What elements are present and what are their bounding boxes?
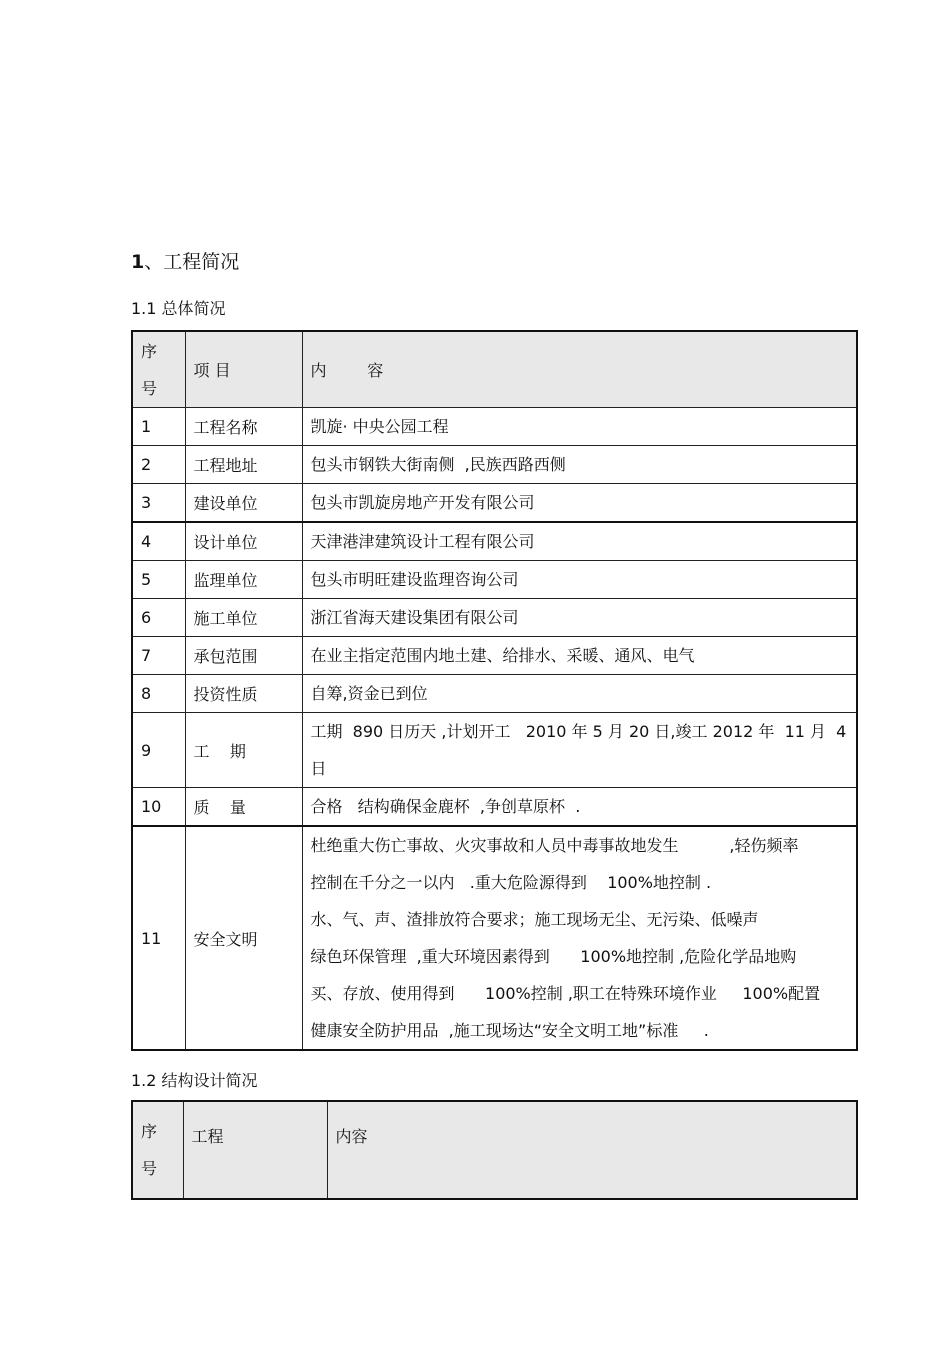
cell-seq: 3 (132, 484, 185, 523)
content-line: 绿色环保管理 ,重大环境因素得到 100%地控制 ,危险化学品地购 (310, 947, 797, 966)
header-item: 项 目 (185, 331, 302, 408)
table-row (132, 599, 857, 637)
content-line: 控制在千分之一以内 .重大危险源得到 100%地控制 . (310, 873, 712, 892)
content-line: 包头市钢铁大街南侧 ,民族西路西侧 (310, 455, 566, 474)
table-row (132, 484, 857, 523)
content-line: 杜绝重大伤亡事故、火灾事故和人员中毒事故地发生 ,轻伤频率 (310, 836, 799, 855)
content-line: 天津港津建筑设计工程有限公司 (310, 532, 535, 551)
content-line: 日 (310, 759, 327, 778)
content-line: 包头市凯旋房地产开发有限公司 (310, 493, 535, 512)
cell-seq: 4 (132, 522, 185, 561)
content-line: 包头市明旺建设监理咨询公司 (310, 570, 519, 589)
subsection-title-overview: 1.1 总体简况 (131, 299, 226, 318)
overview-table (131, 330, 858, 1051)
cell-seq: 6 (132, 599, 185, 637)
cell-item: 建设单位 (185, 484, 302, 523)
cell-content (302, 484, 857, 523)
subsection-title-structure: 1.2 结构设计简况 (131, 1071, 258, 1090)
cell-seq: 11 (132, 826, 185, 1050)
cell-item: 质 量 (185, 788, 302, 827)
table-row (132, 522, 857, 561)
cell-content (302, 637, 857, 675)
cell-content (302, 522, 857, 561)
header-content: 内 容 (302, 331, 857, 408)
structure-table (131, 1100, 858, 1200)
cell-item: 工程名称 (185, 408, 302, 446)
cell-item: 设计单位 (185, 522, 302, 561)
cell-content (302, 675, 857, 713)
table-row (132, 826, 857, 1050)
table-row (132, 408, 857, 446)
cell-item: 监理单位 (185, 561, 302, 599)
cell-seq: 7 (132, 637, 185, 675)
cell-seq: 2 (132, 446, 185, 484)
cell-seq: 9 (132, 713, 185, 788)
content-line: 凯旋· 中央公园工程 (310, 417, 449, 436)
content-line: 浙江省海天建设集团有限公司 (310, 608, 519, 627)
cell-seq: 1 (132, 408, 185, 446)
cell-seq: 10 (132, 788, 185, 827)
section-title: 、工程简况 (144, 251, 240, 273)
content-line: 自筹,资金已到位 (310, 684, 428, 703)
table-row (132, 675, 857, 713)
cell-seq: 8 (132, 675, 185, 713)
cell-content (302, 788, 857, 827)
table-header-row (132, 1101, 857, 1199)
content-line: 健康安全防护用品 ,施工现场达“安全文明工地”标准 . (310, 1021, 709, 1040)
cell-content (302, 561, 857, 599)
cell-item: 施工单位 (185, 599, 302, 637)
table-row (132, 713, 857, 788)
cell-item: 承包范围 (185, 637, 302, 675)
content-line: 水、气、声、渣排放符合要求；施工现场无尘、无污染、低噪声 (310, 910, 759, 929)
section-number: 1 (131, 251, 145, 273)
header-seq: 序 号 (132, 331, 185, 408)
content-line: 合格 结构确保金鹿杯 ,争创草原杯 . (310, 797, 581, 816)
content-line: 在业主指定范围内地土建、给排水、采暖、通风、电气 (310, 646, 695, 665)
table-header-row (132, 331, 857, 408)
cell-content (302, 599, 857, 637)
table-row (132, 446, 857, 484)
cell-content (302, 826, 857, 1050)
cell-content (302, 408, 857, 446)
cell-content (302, 446, 857, 484)
header-seq: 序 号 (132, 1101, 183, 1199)
cell-item: 工 期 (185, 713, 302, 788)
cell-content (302, 713, 857, 788)
cell-item: 安全文明 (185, 826, 302, 1050)
table-row (132, 788, 857, 827)
table-row (132, 561, 857, 599)
cell-seq: 5 (132, 561, 185, 599)
header-item: 工程 (183, 1101, 327, 1199)
content-line: 买、存放、使用得到 100%控制 ,职工在特殊环境作业 100%配置 (310, 984, 821, 1003)
table-row (132, 637, 857, 675)
section-heading (131, 247, 239, 274)
content-line: 工期 890 日历天 ,计划开工 2010 年 5 月 20 日,竣工 2012 年 11 月 4 (310, 722, 847, 741)
cell-item: 工程地址 (185, 446, 302, 484)
header-content: 内容 (327, 1101, 857, 1199)
cell-item: 投资性质 (185, 675, 302, 713)
